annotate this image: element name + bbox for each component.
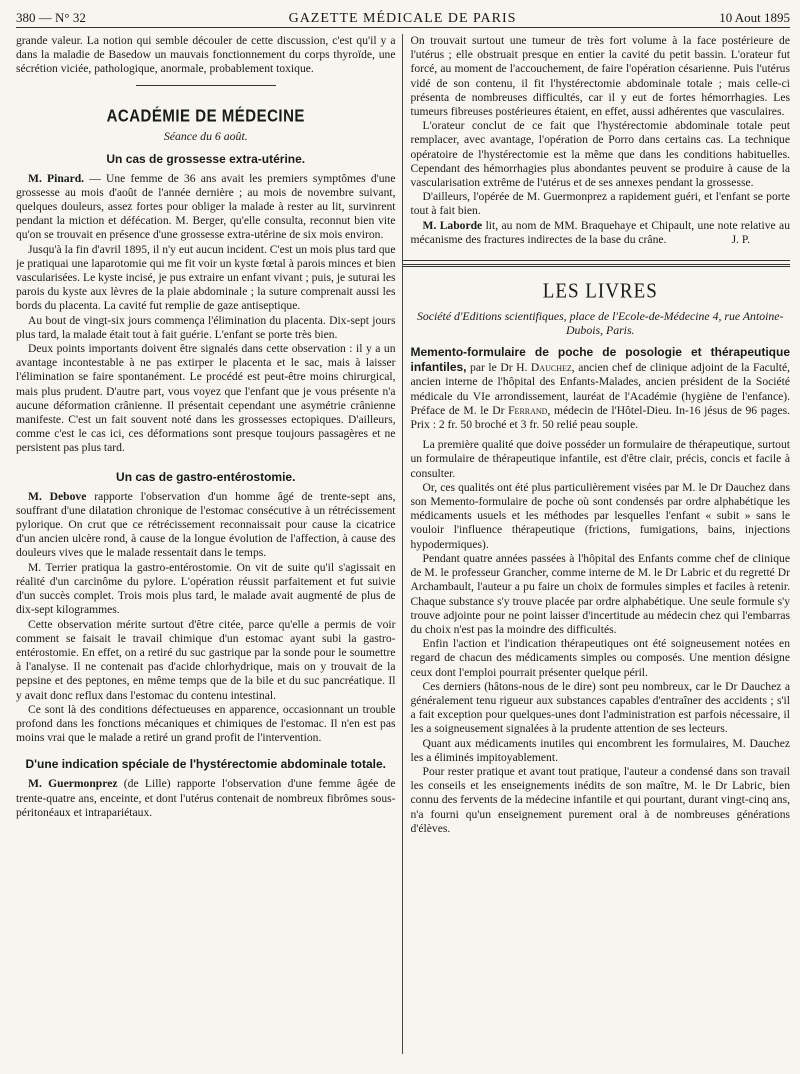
paragraph: M. Pinard. — Une femme de 36 ans avait les premiers symptômes d'une grossesse au mois d'août de l'année dernière ; au mois de novembre suivant, quelques douleurs, assez fortes pour obliger la malade à rester au lit, survinrent pendant la miction et défécation. M. Berger, qu'elle consulta, reconnut bien vite qu'on se trouvait en présence d'une grossesse extra-utérine de six mois environ. <box>16 171 396 242</box>
paragraph: M. Laborde lit, au nom de MM. Braquehaye et Chipault, une note relative au mécanisme des fractures indirectes de la base du crâne. <box>410 218 790 246</box>
book-title: Memento-formulaire de poche de posologie et thérapeutique infantiles, <box>410 345 790 375</box>
seance-date: Séance du 6 août. <box>163 128 248 143</box>
speaker-name: M. Debove <box>28 489 87 503</box>
right-column <box>402 34 791 1054</box>
paragraph: M. Terrier pratiqua la gastro-entérostomie. On vit de suite qu'il s'agissait en réalité d'un carcinôme du pylore. L'opération réussit parfaitement et fut suivie d'un succès complet. Trois mois plus tard, le malade avait augmenté de plus de dix-sept kilogrammes. <box>16 560 396 617</box>
paragraph: Quant aux médicaments inutiles qui encombrent les formulaires, M. Dauchez les a éliminés impitoyablement. <box>410 736 790 764</box>
issue-date: 10 Aout 1895 <box>719 10 790 25</box>
academy-title: ACADÉMIE DE MÉDECINE <box>106 106 305 126</box>
book-entry: Memento-formulaire de poche de posologie et thérapeutique infantiles, par le Dr H. Dauchez, ancien chef de clinique adjoint de la Faculté, ancien interne de l'hôpital des Enfants-Malades, ancien président de la Société médicale du VIe arrondissement, lauréat de l'Académie (hygiène de l'enfance). Préface de M. le Dr Ferrand, médecin de l'Hôtel-Dieu. In-16 jésus de 96 pages. Prix : 2 fr. 50 broché et 3 fr. 50 relié peau souple. <box>410 345 790 432</box>
paragraph: D'ailleurs, l'opérée de M. Guermonprez a rapidement guéri, et l'enfant se porte tout à fait bien. <box>410 190 790 218</box>
speaker-name: M. Laborde <box>422 218 483 232</box>
section-heading-gastro: Un cas de gastro-entérostomie. <box>116 469 296 484</box>
signature: J. P. <box>731 233 750 247</box>
journal-title: GAZETTE MÉDICALE DE PARIS <box>288 11 517 26</box>
paragraph: Cette observation mérite surtout d'être citée, parce qu'elle a permis de voir comment se faisait le travail chimique d'un estomac ayant subi la gastro-entérostomie. En effet, on a retiré du suc gastrique par la sonde pour le soumettre à l'analyse. Il ne contenait pas d'acide chlorhydrique, mais on y trouvait de la pepsine et des peptones, en même temps que de la bile et du suc pancréatique. Il y avait donc reflux dans l'estomac du contenu intestinal. <box>16 617 396 702</box>
left-column <box>16 34 402 1054</box>
speaker-name: M. Pinard. <box>28 171 85 185</box>
paragraph: Enfin l'action et l'indication thérapeutiques ont été soigneusement notées en regard de chacun des médicaments simples ou composés. Une mention désigne ceux dont l'emploi pourrait présenter quelque péril. <box>410 637 790 679</box>
paragraph: Ces derniers (hâtons-nous de le dire) sont peu nombreux, car le Dr Dauchez a généralement tenu rigueur aux substances capables d'entraîner des accidents ; s'il a fait exception pour quelques-unes dont l'administration est parfois nécessaire, il les a soigneusement signalées à la prudente attention de ses lecteurs. <box>410 679 790 736</box>
divider <box>403 264 791 267</box>
book-author: H. Dauchez <box>516 361 572 375</box>
paragraph: M. Guermonprez (de Lille) rapporte l'observation d'une femme âgée de trente-quatre ans, enceinte, et dont l'utérus contenait de nombreux fibrômes sous-péritonéaux et intrapariétaux. <box>16 777 396 819</box>
page-number: 380 — N° 32 <box>16 10 86 25</box>
paragraph: Au bout de vingt-six jours commença l'élimination du placenta. Dix-sept jours plus tard, la malade était tout à fait guérie. L'enfant se porte très bien. <box>16 313 396 341</box>
preface-author: Ferrand <box>508 403 548 417</box>
paragraph: L'orateur conclut de ce fait que l'hystérectomie abdominale totale peut remplacer, avec avantage, l'opération de Porro dans certains cas. La technique opératoire de l'hystérectomie est la même que dans les conditions habituelles. Cependant des hémorrhagies plus abondantes peuvent se produire à cause de la vascularisation extrême de l'utérus et de ses annexes pendant la grossesse. <box>410 119 790 190</box>
section-heading-hysterectomie: D'une indication spéciale de l'hystérectomie abdominale totale. <box>25 757 386 772</box>
paragraph: Jusqu'à la fin d'avril 1895, il n'y eut aucun incident. C'est un mois plus tard que je pratiquai une laparotomie qui me fit voir un kyste fœtal à parois minces et bien vascularisées. Le kyste incisé, je pus extraire un enfant vivant ; puis, je suturai les parois du kyste aux lèvres de la plaie abdominale ; la suture comprenait aussi les bords du placenta. La cavité fut remplie de gaze antiseptique. <box>16 242 396 313</box>
paragraph: Deux points importants doivent être signalés dans cette observation : il y a un avantage incontestable à ne pas extirper le placenta et le sac, mais à laisser l'élimination se faire spontanément. Le procédé est peut-être moins chirurgical, mais plus prudent. D'autre part, vous voyez que l'enfant que je vous présente n'a aucune déformation crânienne. Il présentait cependant une asymétrie crânienne manifeste. C'est un fait souvent noté dans les grossesses ectopiques. D'ailleurs, comme c'est le cas ici, ces déformations sont presque toujours passagères et ne persistent pas plus tard. <box>16 342 396 455</box>
divider <box>403 260 791 261</box>
publisher-line: Société d'Editions scientifiques, place de l'Ecole-de-Médecine 4, rue Antoine-Dubois, Paris. <box>417 309 784 338</box>
divider <box>136 85 276 86</box>
paragraph: On trouvait surtout une tumeur de très fort volume à la face postérieure de l'utérus ; elle obstruait presque en entier la cavité du petit bassin. L'orateur fut forcé, au moment de l'accouchement, de faire l'opération césarienne. Puis l'utérus vidé de son contenu, il fit l'hystérectomie abdominale totale ; mais celle-ci présenta de nombreuses difficultés, car il y eut de fortes hémorrhagies. Les tumeurs fibreuses postérieures étaient, en effet, aussi adhérentes que vasculaires. <box>410 34 790 119</box>
paragraph: Or, ces qualités ont été plus particulièrement visées par M. le Dr Dauchez dans son Memento-formulaire de poche où sont condensés par ordre alphabétique les médicaments usuels et les méthodes par lesquelles l'enfant « subit » sans le vouloir l'influence thérapeutique (frictions, fumigations, bains, injections hypodermiques). <box>410 480 790 551</box>
paragraph: Pour rester pratique et avant tout pratique, l'auteur a condensé dans son travail les conseils et les enseignements inédits de son maître, M. le Dr Labric, bien connu des fervents de la médecine infantile et qui pourtant, durant vingt-cinq ans, n'a fourni qu'un enseignement purement oral à de nombreuses générations d'élèves. <box>410 764 790 835</box>
paragraph: La première qualité que doive posséder un formulaire de thérapeutique, surtout un formulaire de thérapeutique infantile, est d'être clair, précis, concis et facile à consulter. <box>410 438 790 480</box>
paragraph: Ce sont là des conditions défectueuses en apparence, occasionnant un trouble profond dans les fonctions mécaniques et chimiques de l'estomac. Il n'en est pas moins vrai que le malade a retiré un grand profit de l'intervention. <box>16 702 396 745</box>
books-section-title: LES LIVRES <box>542 279 658 304</box>
paragraph: M. Debove rapporte l'observation d'un homme âgé de trente-sept ans, souffrant d'une dilatation chronique de l'estomac consécutive à un rétrécissement pylorique. On crut que ce rétrécissement reconnaissait pour cause la cicatrice d'un ancien ulcère rond, à cause de la longue évolution de l'affection, à cause des douleurs vives que le malade ressentait dans le temps. <box>16 489 396 560</box>
speaker-name: M. Guermonprez <box>28 777 118 791</box>
section-heading-grossesse: Un cas de grossesse extra-utérine. <box>106 151 306 166</box>
page-header <box>16 0 790 28</box>
intro-paragraph: grande valeur. La notion qui semble découler de cette discussion, c'est qu'il y a dans la maladie de Basedow un mauvais fonctionnement du corps thyroïde, une sécrétion viciée, pathologique, anormale, probablement toxique. <box>16 34 396 76</box>
paragraph: Pendant quatre années passées à l'hôpital des Enfants comme chef de clinique de M. le professeur Grancher, comme interne de M. le Dr Labric et du regretté Dr Archambault, l'auteur a pu faire un choix de formules simples et faciles à retenir. Chaque substance s'y trouve placée par ordre alphabétique. Une seule formule s'y trouve adjointe pour ne point laisser d'incertitude au médecin chez qui l'embarras du choix n'est pas la moindre des difficultés. <box>410 551 790 636</box>
